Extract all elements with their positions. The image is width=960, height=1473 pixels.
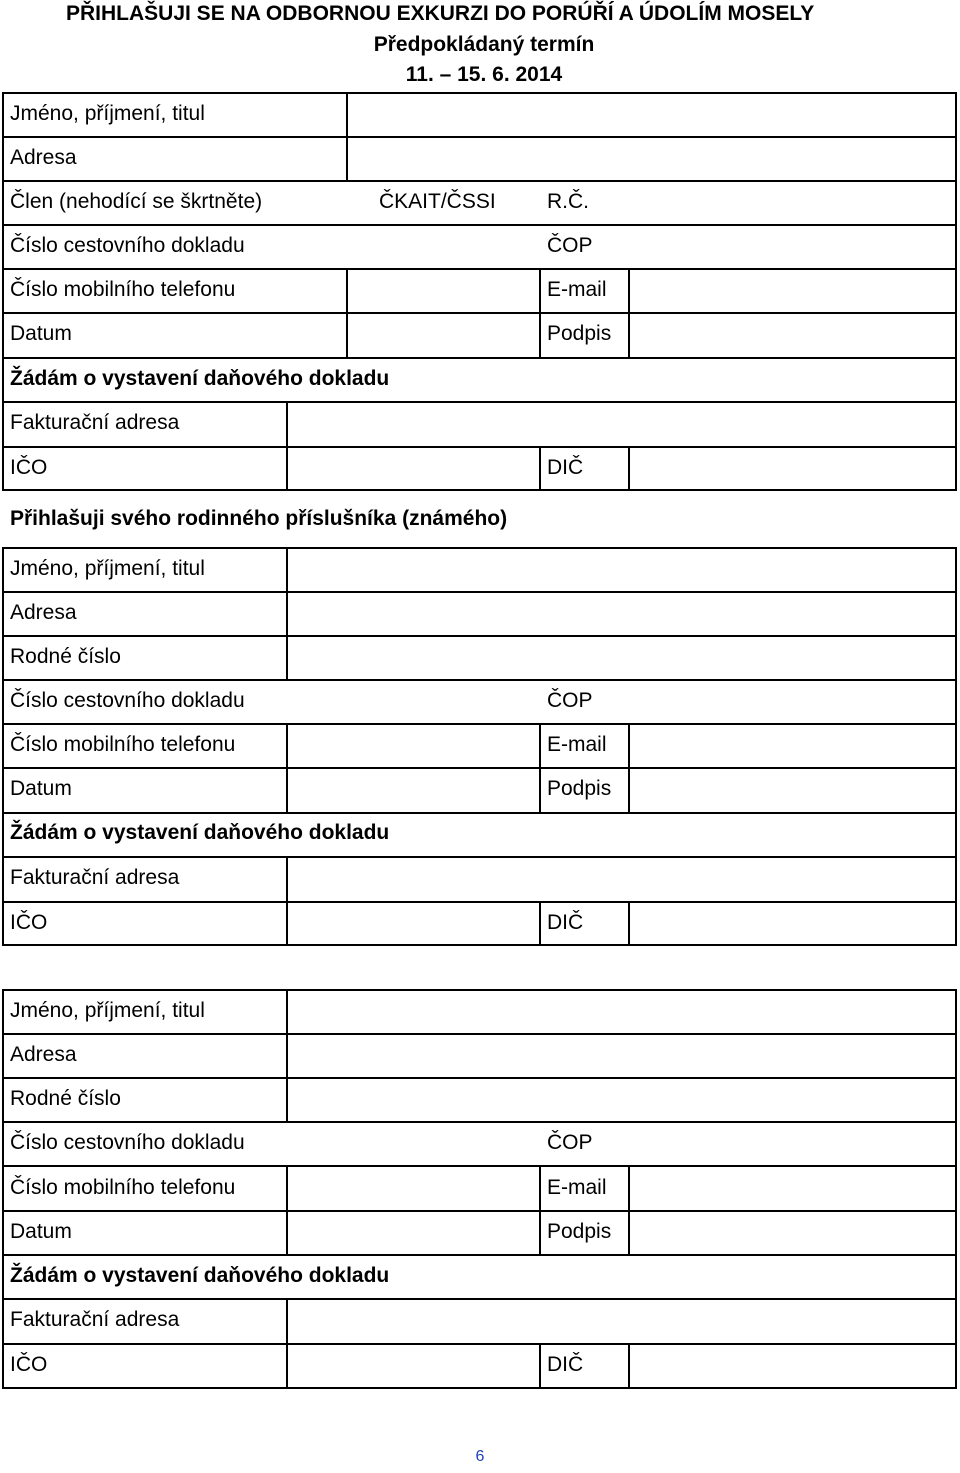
applicant-name-field[interactable]: [348, 94, 955, 136]
member1-name-field[interactable]: [288, 549, 955, 591]
applicant-invoice-field[interactable]: [288, 403, 955, 446]
ico-label: IČO: [10, 456, 48, 479]
member1-birth-field[interactable]: [288, 637, 955, 679]
member2-address-field[interactable]: [288, 1035, 955, 1077]
member1-date-field[interactable]: [288, 769, 538, 812]
member2-birth-field[interactable]: [288, 1079, 955, 1121]
address-label: Adresa: [10, 601, 77, 624]
member2-passport-field[interactable]: [288, 1123, 538, 1165]
family-heading: Přihlašuji svého rodinného příslušníka (známého): [10, 507, 508, 530]
invoice-label: Fakturační adresa: [10, 866, 180, 889]
applicant-passport-field[interactable]: [348, 226, 538, 268]
member2-phone-field[interactable]: [288, 1167, 538, 1210]
name-label: Jméno, příjmení, titul: [10, 102, 205, 125]
signature-label: Podpis: [547, 777, 612, 800]
tax-request-label: Žádám o vystavení daňového dokladu: [10, 1264, 390, 1287]
member1-dic-field[interactable]: [630, 903, 955, 946]
dic-label: DIČ: [547, 911, 584, 934]
ico-label: IČO: [10, 911, 48, 934]
applicant-phone-field[interactable]: [348, 270, 538, 312]
ico-label: IČO: [10, 1353, 48, 1376]
member1-ico-field[interactable]: [288, 903, 538, 946]
email-label: E-mail: [547, 733, 607, 756]
member-label: Člen (nehodící se škrtněte): [10, 190, 263, 213]
tax-request-label: Žádám o vystavení daňového dokladu: [10, 821, 390, 844]
phone-label: Číslo mobilního telefonu: [10, 1176, 236, 1199]
email-label: E-mail: [547, 1176, 607, 1199]
member1-cop-field[interactable]: [630, 681, 955, 723]
applicant-date-field[interactable]: [348, 314, 538, 357]
date-label: Datum: [10, 322, 72, 345]
member2-name-field[interactable]: [288, 991, 955, 1033]
phone-label: Číslo mobilního telefonu: [10, 278, 236, 301]
birth-number-label: Rodné číslo: [10, 1087, 121, 1110]
email-label: E-mail: [547, 278, 607, 301]
tax-request-label: Žádám o vystavení daňového dokladu: [10, 367, 390, 390]
passport-label: Číslo cestovního dokladu: [10, 1131, 245, 1154]
passport-label: Číslo cestovního dokladu: [10, 234, 245, 257]
invoice-label: Fakturační adresa: [10, 1308, 180, 1331]
invoice-label: Fakturační adresa: [10, 411, 180, 434]
form-subtitle: Předpokládaný termín: [373, 33, 595, 56]
member2-signature-field[interactable]: [630, 1212, 955, 1254]
member2-date-field[interactable]: [288, 1212, 538, 1254]
signature-label: Podpis: [547, 1220, 612, 1243]
member1-address-field[interactable]: [288, 593, 955, 635]
member2-cop-field[interactable]: [630, 1123, 955, 1165]
member1-invoice-field[interactable]: [288, 858, 955, 901]
dic-label: DIČ: [547, 456, 584, 479]
applicant-address-field[interactable]: [348, 138, 955, 180]
member2-dic-field[interactable]: [630, 1345, 955, 1389]
member1-email-field[interactable]: [630, 725, 955, 767]
form-title: PŘIHLAŠUJI SE NA ODBORNOU EXKURZI DO PORÚŘÍ A ÚDOLÍM MOSELY: [66, 2, 815, 25]
member2-email-field[interactable]: [630, 1167, 955, 1210]
date-label: Datum: [10, 777, 72, 800]
member1-signature-field[interactable]: [630, 769, 955, 812]
form-date: 11. – 15. 6. 2014: [405, 63, 563, 86]
name-label: Jméno, příjmení, titul: [10, 557, 205, 580]
signature-label: Podpis: [547, 322, 612, 345]
page-number: 6: [475, 1448, 485, 1465]
member1-phone-field[interactable]: [288, 725, 538, 767]
cop-label: ČOP: [547, 689, 593, 712]
date-label: Datum: [10, 1220, 72, 1243]
member-option-rc[interactable]: R.Č.: [547, 190, 589, 213]
birth-number-label: Rodné číslo: [10, 645, 121, 668]
member1-passport-field[interactable]: [288, 681, 538, 723]
name-label: Jméno, příjmení, titul: [10, 999, 205, 1022]
member-option-ckait[interactable]: ČKAIT/ČSSI: [379, 190, 496, 213]
passport-label: Číslo cestovního dokladu: [10, 689, 245, 712]
cop-label: ČOP: [547, 1131, 593, 1154]
member2-invoice-field[interactable]: [288, 1300, 955, 1343]
applicant-signature-field[interactable]: [630, 314, 955, 357]
applicant-ico-field[interactable]: [288, 448, 538, 491]
applicant-dic-field[interactable]: [630, 448, 955, 491]
cop-label: ČOP: [547, 234, 593, 257]
address-label: Adresa: [10, 1043, 77, 1066]
address-label: Adresa: [10, 146, 77, 169]
phone-label: Číslo mobilního telefonu: [10, 733, 236, 756]
applicant-email-field[interactable]: [630, 270, 955, 312]
dic-label: DIČ: [547, 1353, 584, 1376]
member2-ico-field[interactable]: [288, 1345, 538, 1389]
applicant-cop-field[interactable]: [630, 226, 955, 268]
